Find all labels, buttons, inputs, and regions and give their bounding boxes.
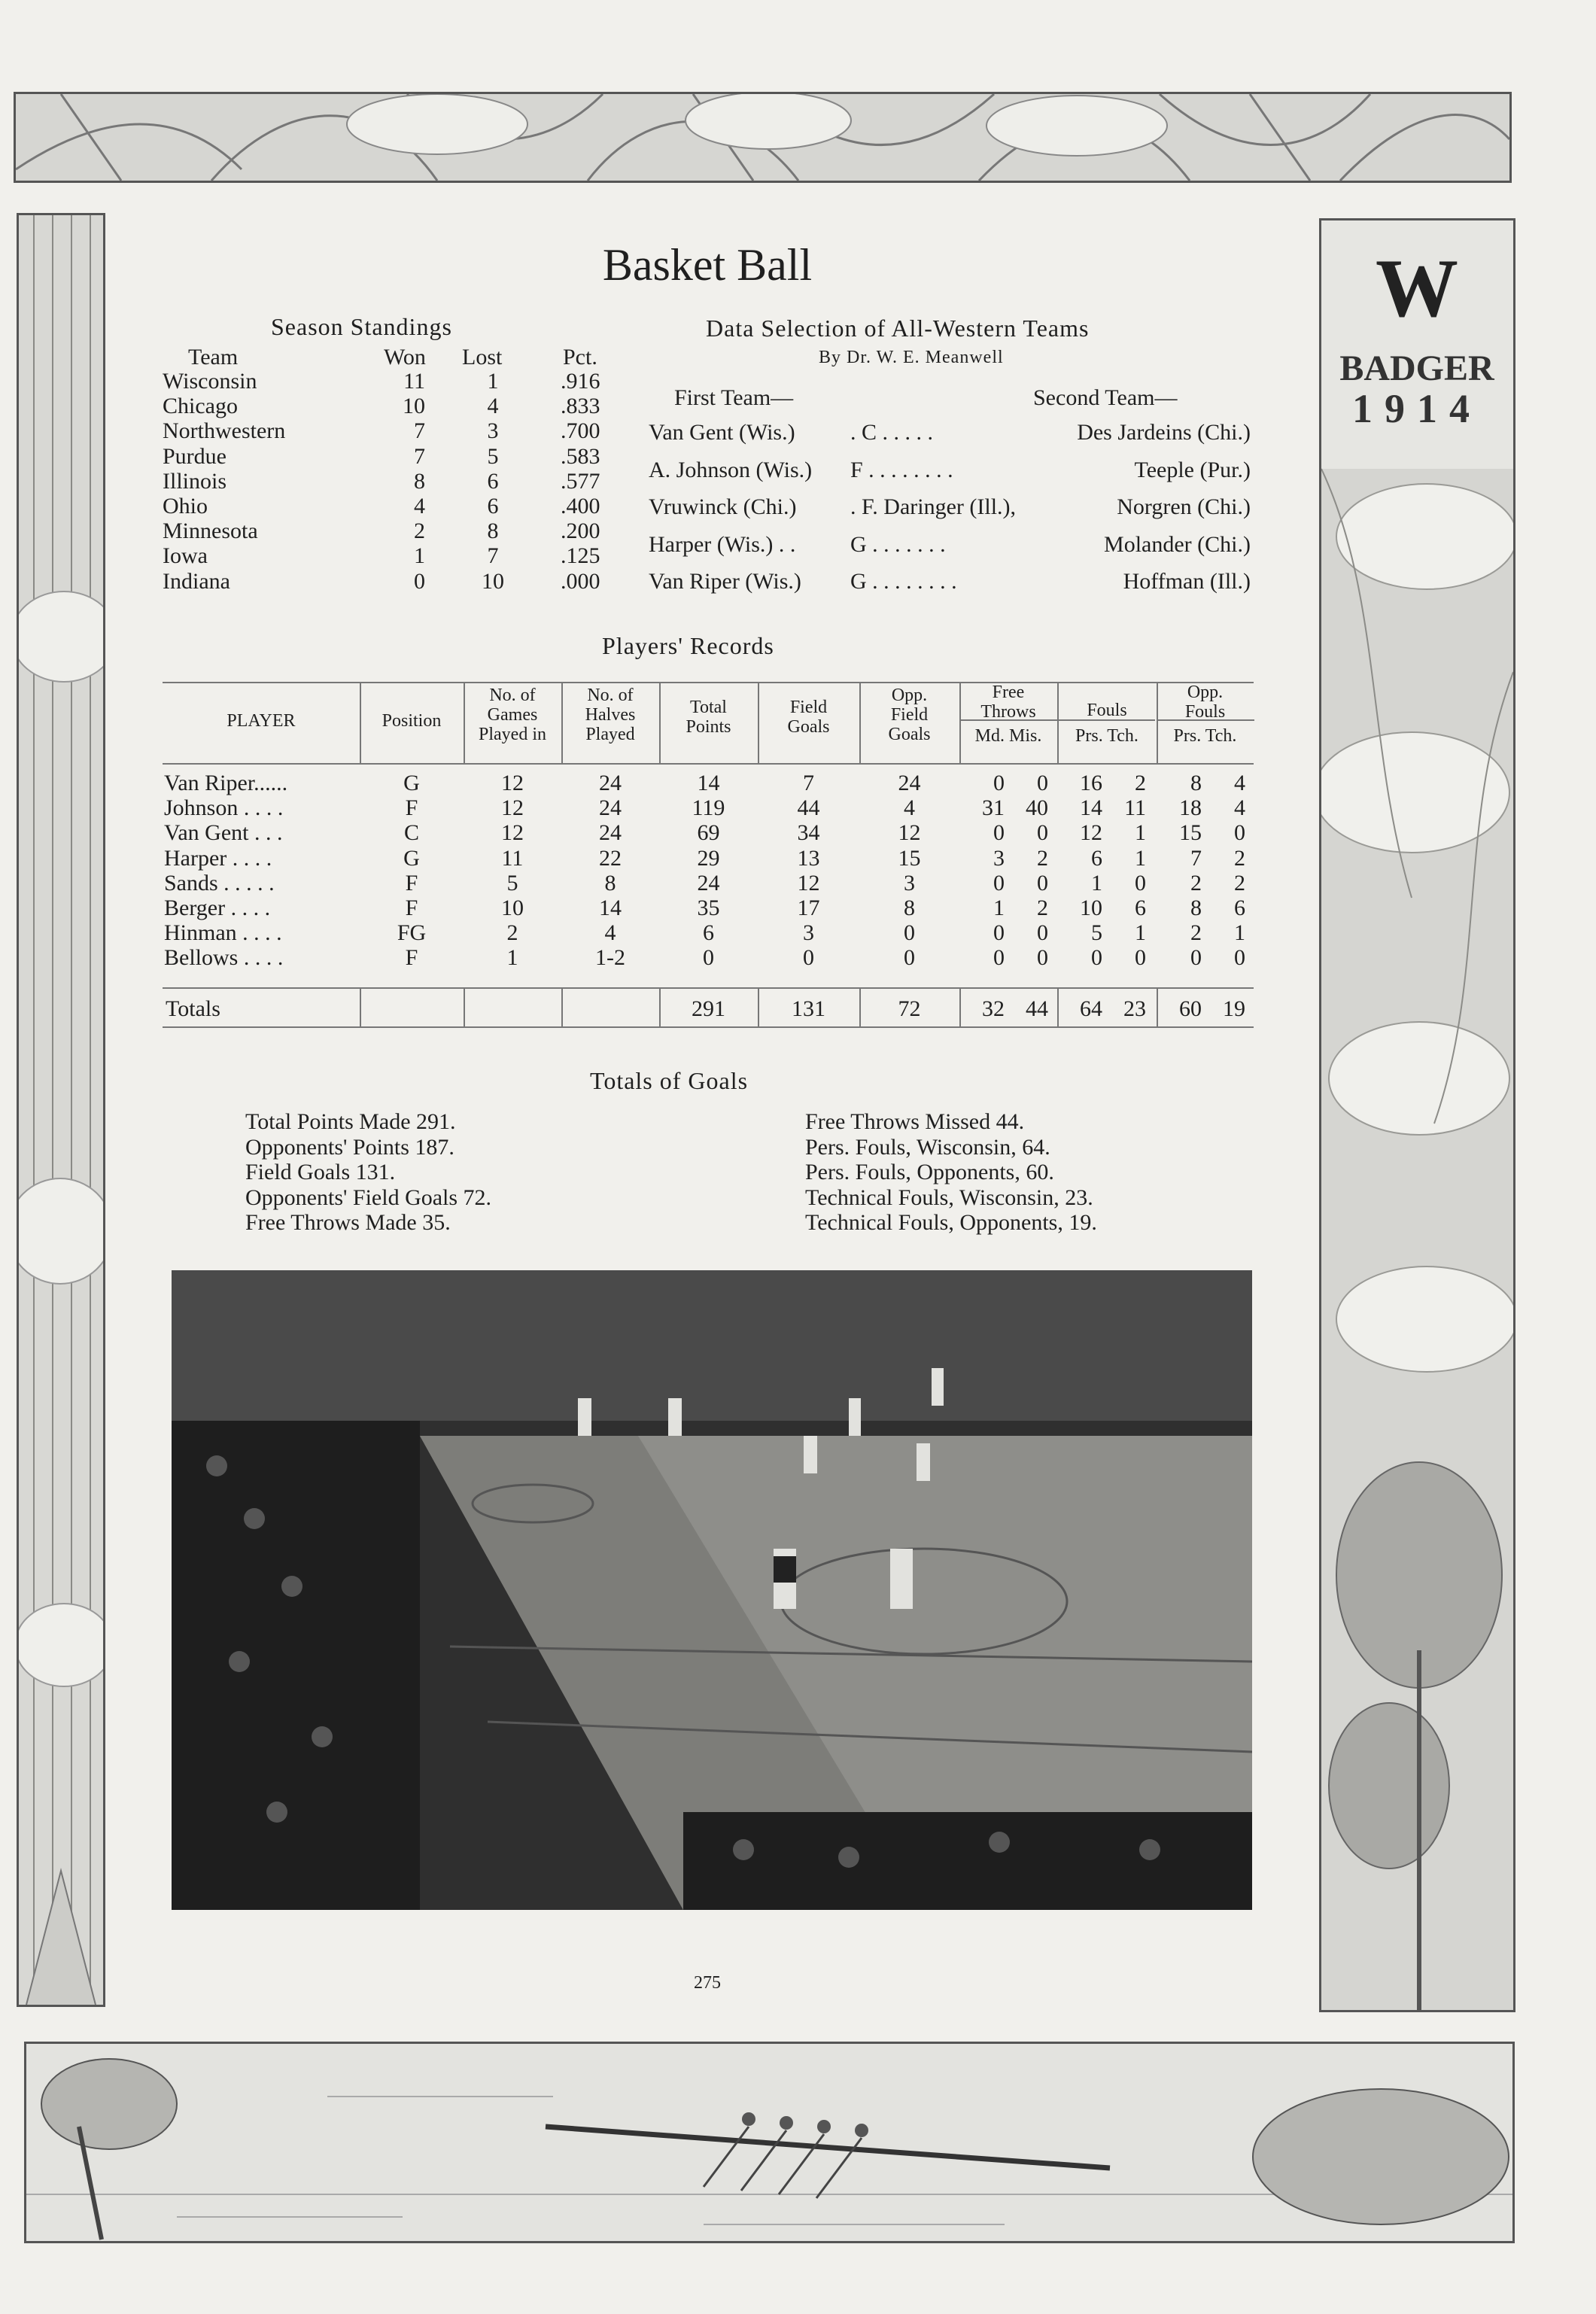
header-opp-fouls: Fouls (1184, 702, 1226, 722)
player-of-tch: 2 (1234, 845, 1245, 871)
player-ft-md: 0 (993, 870, 1005, 895)
player-points: 24 (697, 870, 720, 895)
first-team-player: Vruwinck (Chi.) (649, 494, 797, 519)
header-halves: Halves (585, 705, 636, 725)
player-f-tch: 0 (1135, 945, 1146, 971)
totals-ft-mis: 44 (1026, 996, 1048, 1021)
player-of-prs: 18 (1179, 795, 1202, 821)
standings-team: Chicago (163, 394, 238, 419)
badge-year: 1914 (1352, 386, 1482, 431)
standings-lost: 7 (487, 543, 499, 569)
player-f-prs: 1 (1091, 870, 1102, 895)
standings-won: 0 (414, 568, 425, 594)
player-ft-mis: 40 (1026, 795, 1048, 821)
header-opp-fouls: Opp. (1187, 683, 1224, 702)
player-opp-fg: 4 (904, 795, 915, 821)
header-opp-fg: Field (890, 705, 929, 725)
bottom-rowing-illustration (24, 2042, 1515, 2243)
player-fg: 0 (803, 945, 814, 971)
header-fouls-sub: Prs. Tch. (1075, 726, 1138, 746)
standings-won: 2 (414, 518, 425, 544)
table-rule (163, 1026, 1254, 1028)
standings-won: 7 (414, 443, 425, 469)
second-team-player: Des Jardeins (Chi.) (1077, 420, 1251, 445)
right-decorative-border (1319, 218, 1515, 2012)
header-games: No. of (489, 686, 536, 705)
player-ft-mis: 2 (1037, 895, 1048, 920)
standings-heading: Season Standings (271, 313, 452, 340)
player-opp-fg: 0 (904, 920, 915, 946)
page-title: Basket Ball (602, 240, 813, 290)
player-halves: 1-2 (595, 945, 625, 971)
header-opp-fg: Opp. (891, 686, 928, 705)
player-of-prs: 0 (1190, 945, 1202, 971)
player-pos: C (403, 820, 419, 846)
totals-points: 291 (692, 996, 725, 1021)
player-fg: 12 (797, 870, 820, 895)
goal-stat-right: Technical Fouls, Opponents, 19. (805, 1210, 1097, 1235)
standings-won: 11 (403, 369, 425, 394)
standings-team: Iowa (163, 543, 208, 569)
standings-won: 10 (403, 394, 425, 419)
header-halves: No. of (587, 686, 634, 705)
player-fg: 7 (803, 771, 814, 795)
player-f-tch: 0 (1135, 870, 1146, 895)
header-halves: Played (585, 725, 635, 744)
standings-col-won: Won (384, 345, 426, 369)
header-fouls: Fouls (1087, 701, 1127, 720)
player-ft-md: 31 (982, 795, 1005, 821)
column-divider (360, 987, 361, 1026)
player-halves: 14 (599, 895, 622, 920)
goals-heading: Totals of Goals (590, 1067, 749, 1094)
player-fg: 34 (797, 820, 820, 846)
player-name: Van Riper...... (164, 771, 288, 795)
player-f-tch: 1 (1135, 845, 1146, 871)
position-letter: G . . . . . . . . (850, 569, 957, 594)
player-of-tch: 0 (1234, 945, 1245, 971)
position-letter: . F. Daringer (Ill.), (850, 494, 1017, 519)
player-games: 1 (506, 945, 518, 971)
player-name: Sands . . . . . (164, 870, 275, 895)
player-fg: 44 (797, 795, 820, 821)
player-opp-fg: 3 (904, 870, 915, 895)
goal-stat-left: Opponents' Field Goals 72. (245, 1184, 492, 1210)
first-team-player: Van Gent (Wis.) (649, 420, 795, 445)
header-ft: Throws (980, 702, 1036, 722)
player-ft-mis: 0 (1037, 870, 1048, 895)
player-ft-mis: 0 (1037, 820, 1048, 846)
goal-stat-right: Technical Fouls, Wisconsin, 23. (805, 1184, 1093, 1210)
header-position: Position (382, 711, 442, 731)
player-of-prs: 2 (1190, 870, 1202, 895)
player-games: 5 (506, 870, 518, 895)
header-player: PLAYER (226, 711, 296, 731)
position-letter: F . . . . . . . . (850, 457, 953, 482)
player-opp-fg: 8 (904, 895, 915, 920)
player-ft-mis: 0 (1037, 920, 1048, 946)
player-of-prs: 7 (1190, 845, 1202, 871)
page-number: 275 (694, 1973, 721, 1993)
player-ft-mis: 0 (1037, 945, 1048, 971)
standings-pct: .125 (561, 543, 600, 569)
first-team-label: First Team— (674, 385, 794, 410)
player-points: 35 (697, 895, 720, 920)
second-team-player: Molander (Chi.) (1104, 531, 1251, 557)
player-ft-md: 0 (993, 820, 1005, 846)
player-f-tch: 1 (1135, 820, 1146, 846)
all-western-heading: Data Selection of All-Western Teams (706, 315, 1090, 342)
goal-stat-left: Free Throws Made 35. (245, 1210, 451, 1235)
player-of-tch: 1 (1234, 920, 1245, 946)
second-team-label: Second Team— (1033, 385, 1178, 410)
header-opp-fg: Goals (888, 725, 931, 744)
second-team-player: Hoffman (Ill.) (1123, 569, 1251, 594)
header-games: Played in (479, 725, 546, 744)
player-points: 69 (697, 820, 720, 846)
column-divider (464, 987, 465, 1026)
player-f-prs: 12 (1080, 820, 1102, 846)
standings-lost: 4 (487, 394, 499, 419)
player-halves: 8 (604, 870, 616, 895)
header-fg: Goals (787, 717, 830, 737)
player-of-prs: 8 (1190, 771, 1202, 795)
standings-pct: .916 (561, 369, 600, 394)
totals-label: Totals (166, 996, 220, 1021)
player-of-tch: 6 (1234, 895, 1245, 920)
totals-f-prs: 64 (1080, 996, 1102, 1021)
standings-won: 1 (414, 543, 425, 569)
standings-pct: .577 (561, 468, 600, 494)
standings-lost: 8 (487, 518, 499, 544)
player-of-prs: 2 (1190, 920, 1202, 946)
table-rule (163, 682, 1254, 683)
header-fg: Field (789, 698, 828, 717)
players-heading: Players' Records (602, 632, 774, 659)
standings-lost: 3 (487, 418, 499, 444)
header-points: Total (690, 698, 727, 717)
player-fg: 3 (803, 920, 814, 946)
player-name: Bellows . . . . (164, 945, 284, 971)
player-pos: F (405, 895, 418, 920)
player-games: 12 (501, 820, 524, 846)
standings-pct: .200 (561, 518, 600, 544)
player-ft-md: 1 (993, 895, 1005, 920)
player-pos: F (405, 795, 418, 821)
first-team-player: A. Johnson (Wis.) (649, 457, 813, 482)
standings-pct: .400 (561, 494, 600, 518)
player-games: 12 (501, 771, 524, 795)
player-name: Berger . . . . (164, 895, 271, 920)
player-of-tch: 0 (1234, 820, 1245, 846)
totals-f-tch: 23 (1123, 996, 1146, 1021)
player-halves: 4 (604, 920, 616, 946)
player-f-prs: 14 (1080, 795, 1102, 821)
left-decorative-border (17, 213, 105, 2007)
totals-of-prs: 60 (1179, 996, 1202, 1021)
header-ft-sub: Md. Mis. (974, 726, 1042, 746)
first-team-player: Van Riper (Wis.) (649, 569, 801, 594)
player-ft-md: 3 (993, 845, 1005, 871)
player-pos: FG (397, 920, 427, 946)
standings-team: Minnesota (163, 518, 258, 544)
player-ft-mis: 2 (1037, 845, 1048, 871)
player-games: 12 (501, 795, 524, 821)
player-halves: 24 (599, 771, 622, 795)
second-team-player: Teeple (Pur.) (1134, 457, 1251, 482)
player-ft-md: 0 (993, 945, 1005, 971)
player-f-tch: 6 (1135, 895, 1146, 920)
player-points: 29 (697, 845, 720, 871)
player-of-tch: 4 (1234, 795, 1245, 821)
goal-stat-left: Opponents' Points 187. (245, 1134, 454, 1160)
player-points: 6 (703, 920, 714, 946)
player-ft-mis: 0 (1037, 771, 1048, 795)
player-of-prs: 15 (1179, 820, 1202, 846)
standings-pct: .583 (561, 443, 600, 469)
standings-pct: .000 (561, 568, 600, 594)
first-team-player: Harper (Wis.) . . (649, 531, 796, 557)
basketball-game-photo (172, 1270, 1252, 1910)
standings-team: Ohio (163, 494, 208, 518)
standings-team: Purdue (163, 443, 226, 469)
player-games: 11 (501, 845, 524, 871)
second-team-player: Norgren (Chi.) (1117, 494, 1251, 519)
standings-team: Northwestern (163, 418, 286, 444)
player-halves: 22 (599, 845, 622, 871)
totals-of-tch: 19 (1223, 996, 1245, 1021)
player-opp-fg: 24 (898, 771, 921, 795)
player-of-prs: 8 (1190, 895, 1202, 920)
player-pos: G (403, 845, 420, 871)
goal-stat-right: Free Throws Missed 44. (805, 1109, 1025, 1134)
standings-lost: 6 (487, 468, 499, 494)
header-games: Games (487, 705, 538, 725)
player-pos: F (405, 870, 418, 895)
all-western-byline: By Dr. W. E. Meanwell (819, 348, 1004, 367)
standings-col-lost: Lost (462, 345, 503, 369)
player-f-prs: 0 (1091, 945, 1102, 971)
player-games: 2 (506, 920, 518, 946)
header-opp-fouls-sub: Prs. Tch. (1173, 726, 1237, 746)
column-divider (561, 987, 563, 1026)
totals-opp-fg: 72 (898, 996, 921, 1021)
player-halves: 24 (599, 820, 622, 846)
standings-won: 4 (414, 494, 425, 518)
player-f-tch: 1 (1135, 920, 1146, 946)
standings-team: Wisconsin (163, 369, 257, 394)
standings-col-pct: Pct. (563, 345, 597, 369)
top-decorative-border (14, 92, 1512, 183)
standings-pct: .700 (561, 418, 600, 444)
player-fg: 13 (797, 845, 820, 871)
player-of-tch: 4 (1234, 771, 1245, 795)
player-f-prs: 10 (1080, 895, 1102, 920)
player-name: Van Gent . . . (164, 820, 283, 846)
player-f-tch: 2 (1135, 771, 1146, 795)
badge-name: BADGER (1339, 348, 1494, 388)
goal-stat-left: Field Goals 131. (245, 1160, 396, 1184)
player-ft-md: 0 (993, 771, 1005, 795)
player-games: 10 (501, 895, 524, 920)
player-points: 14 (697, 771, 720, 795)
header-points: Points (686, 717, 731, 737)
standings-pct: .833 (561, 394, 600, 419)
standings-lost: 1 (487, 369, 499, 394)
standings-won: 8 (414, 468, 425, 494)
player-of-tch: 2 (1234, 870, 1245, 895)
player-ft-md: 0 (993, 920, 1005, 946)
goal-stat-left: Total Points Made 291. (245, 1109, 456, 1134)
column-divider (1057, 682, 1059, 763)
player-name: Hinman . . . . (164, 920, 282, 946)
player-f-prs: 5 (1091, 920, 1102, 946)
table-rule (163, 987, 1254, 989)
player-pos: G (403, 771, 420, 795)
player-f-tch: 11 (1124, 795, 1146, 821)
badge-letter: W (1376, 242, 1458, 334)
player-name: Johnson . . . . (164, 795, 284, 821)
totals-fg: 131 (792, 996, 825, 1021)
player-opp-fg: 0 (904, 945, 915, 971)
standings-col-team: Team (188, 345, 239, 369)
player-points: 119 (692, 795, 725, 821)
player-f-prs: 16 (1080, 771, 1102, 795)
player-f-prs: 6 (1091, 845, 1102, 871)
standings-team: Indiana (163, 568, 230, 594)
player-name: Harper . . . . (164, 845, 272, 871)
table-rule (163, 763, 1254, 765)
standings-lost: 10 (482, 568, 504, 594)
player-opp-fg: 12 (898, 820, 921, 846)
player-fg: 17 (797, 895, 820, 920)
goal-stat-right: Pers. Fouls, Wisconsin, 64. (805, 1134, 1050, 1160)
standings-team: Illinois (163, 468, 227, 494)
standings-lost: 6 (487, 494, 499, 518)
header-ft: Free (992, 683, 1025, 702)
player-opp-fg: 15 (898, 845, 921, 871)
player-halves: 24 (599, 795, 622, 821)
position-letter: G . . . . . . . (850, 531, 946, 557)
player-pos: F (405, 945, 418, 971)
goal-stat-right: Pers. Fouls, Opponents, 60. (805, 1160, 1054, 1184)
position-letter: . C . . . . . (850, 420, 934, 445)
player-points: 0 (703, 945, 714, 971)
standings-won: 7 (414, 418, 425, 444)
standings-lost: 5 (487, 443, 499, 469)
totals-ft-md: 32 (982, 996, 1005, 1021)
